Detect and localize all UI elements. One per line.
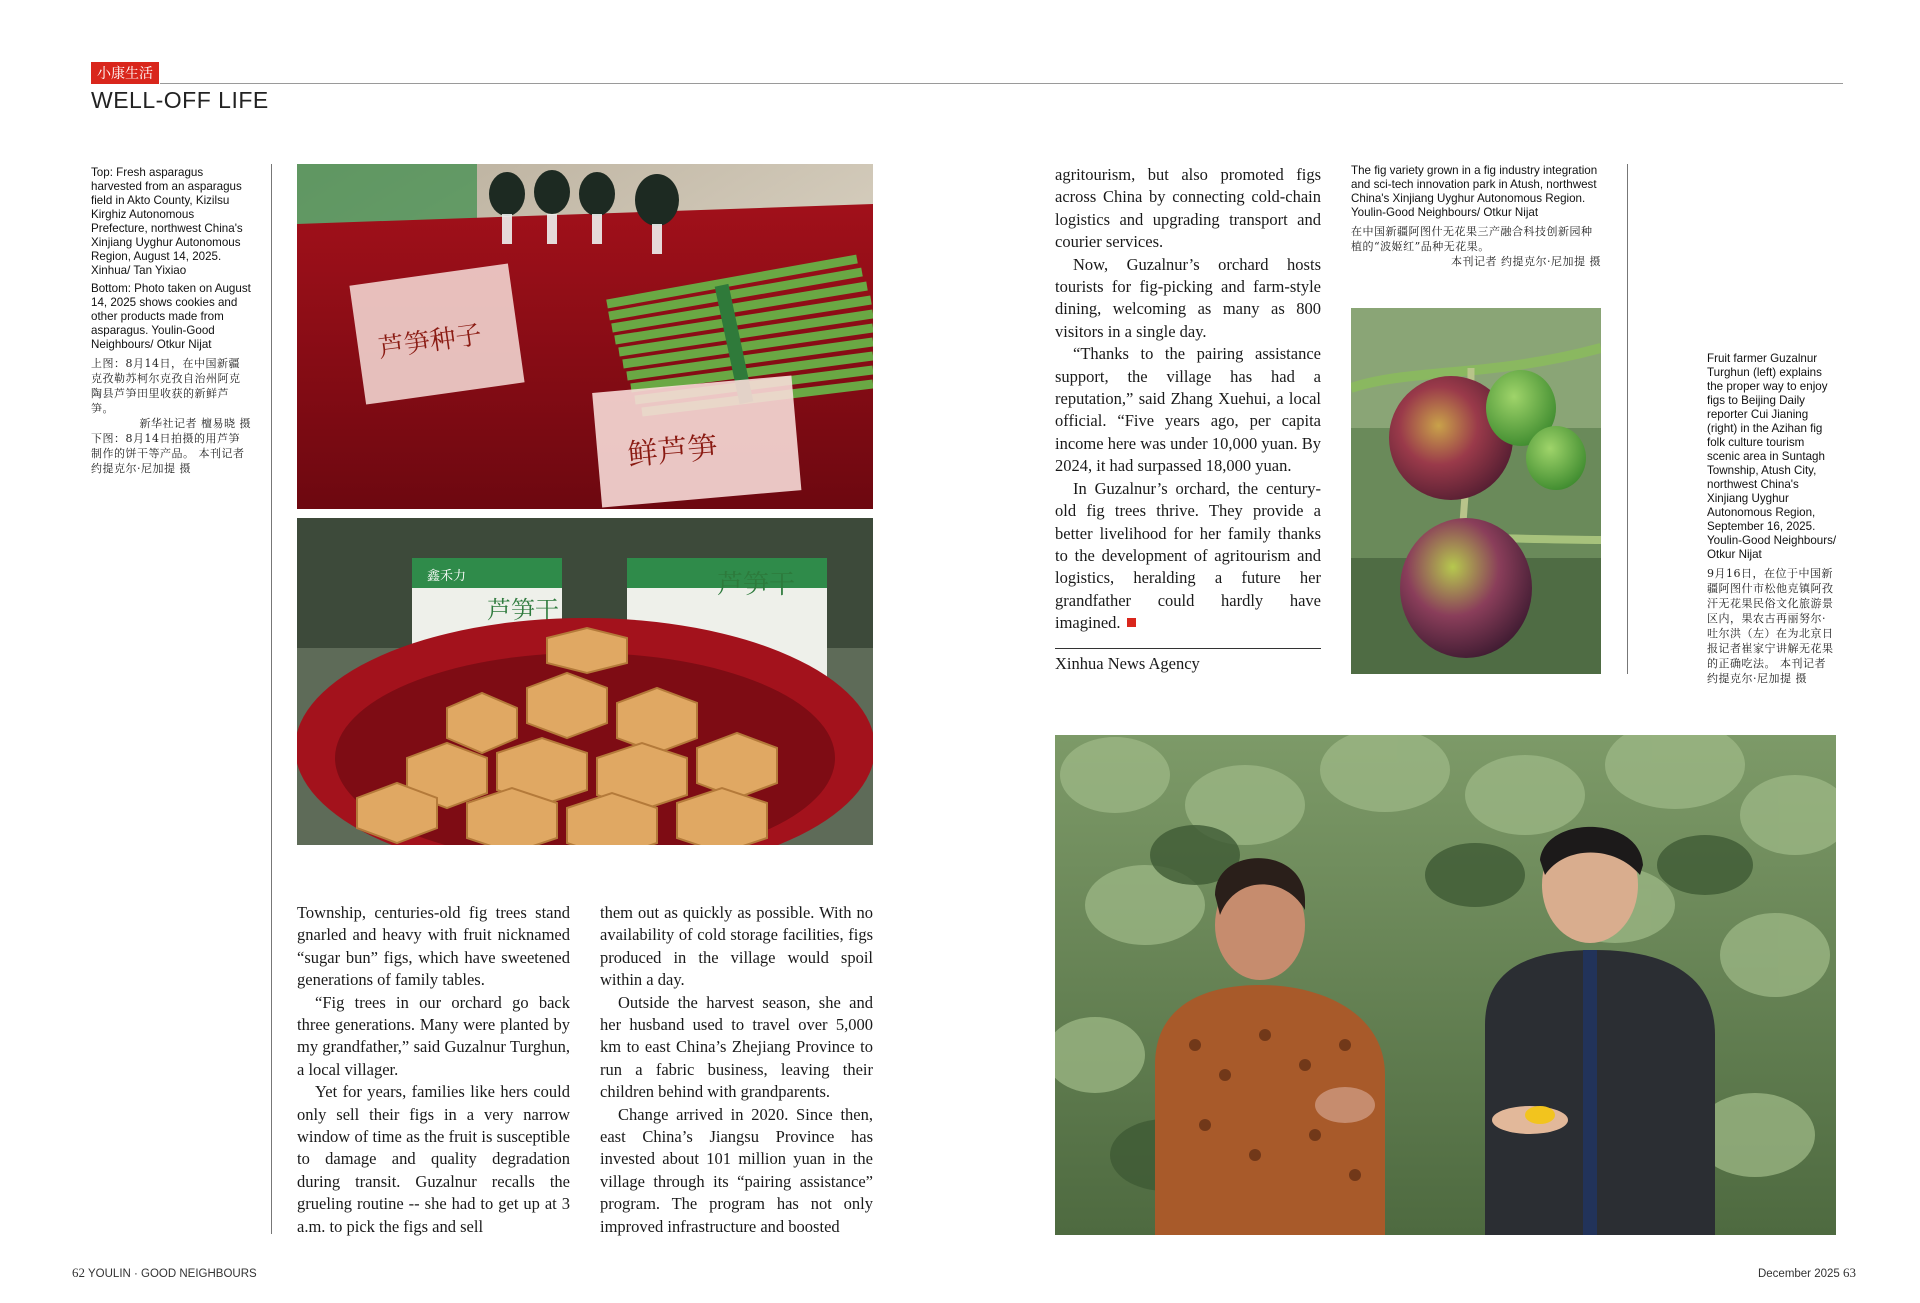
col1-paragraph-3: Yet for years, families like hers could only sell their figs in a very narrow window of time as the fruit is susceptible to damage and quality degradation during transit. Guzalnur recalls the grueling routine -- she had to get up at 3 a.m. to pick the figs and sell	[297, 1082, 570, 1236]
left-page-number: 62	[72, 1265, 85, 1280]
fresh-sign-text: 鲜芦笋	[626, 430, 719, 474]
col3-paragraph-4-text: In Guzalnur’s orchard, the century-old fig trees thrive. They provide a better livelihood for her family thanks to the development of agritourism and logistics, heralding a future her grandfather could hardly have imagined.	[1055, 478, 1321, 633]
cookies-photo	[297, 518, 873, 845]
section-tag-cn: 小康生活	[91, 62, 159, 84]
right-caption	[1707, 352, 1837, 686]
caption-en-bottom: Bottom: Photo taken on August 14, 2025 shows cookies and other products made from asparagus. Youlin-Good Neighbours/ Otkur Nijat	[91, 282, 251, 351]
section-title: WELL-OFF LIFE	[91, 87, 269, 113]
caption-cn-bottom-credit: 本刊记者 约提克尔·尼加提 摄	[91, 447, 245, 475]
fig-variety-photo	[1351, 308, 1601, 674]
box-label-2: 芦笋干	[717, 570, 796, 600]
left-caption	[91, 166, 251, 476]
caption-cn-top-credit: 新华社记者 檀易晓 摄	[139, 417, 251, 430]
caption-cn-top: 上图：8月14日，在中国新疆克孜勒苏柯尔克孜自治州阿克陶县芦笋田里收获的新鲜芦笋。	[91, 357, 241, 415]
footer-left	[72, 1265, 257, 1281]
col2-paragraph-2: Outside the harvest season, she and her husband used to travel over 5,000 km to east China’s Zhejiang Province to run a fabric business, leaving their children behind with grandparents.	[600, 992, 873, 1102]
article-column-1	[297, 902, 570, 1238]
fig-variety-caption	[1351, 164, 1601, 269]
fig-caption-en: The fig variety grown in a fig industry integration and sci-tech innovation park in Atush, northwest China's Xinjiang Uyghur Autonomous Region.	[1351, 164, 1598, 205]
right-caption-cn-credit: 本刊记者 约提克尔·尼加提 摄	[1707, 657, 1826, 685]
fig-caption-cn-credit: 本刊记者 约提克尔·尼加提 摄	[1451, 255, 1601, 268]
caption-cn-bottom: 下图：8月14日拍摄的用芦笋制作的饼干等产品。	[91, 432, 240, 460]
col3-paragraph-2: Now, Guzalnur’s orchard hosts tourists for fig-picking and farm-style dining, welcoming as many as 800 visitors in a single day.	[1055, 254, 1321, 341]
right-column-rule	[1627, 164, 1628, 674]
right-caption-en: Fruit farmer Guzalnur Turghun (left) explains the proper way to enjoy figs to Beijing Daily reporter Cui Jianing (right) in the Azihan fig folk culture tourism scenic area in Suntagh Township, Atush City, northwest China's Xinjiang Uyghur Autonomous Region, September 16, 2025. Youlin-Good Neighbours/ Otkur Nijat	[1707, 352, 1837, 561]
byline: Xinhua News Agency	[1055, 654, 1200, 673]
right-page-number: 63	[1843, 1265, 1856, 1280]
col2-paragraph-1: them out as quickly as possible. With no availability of cold storage facilities, figs produced in the village would spoil within a day.	[600, 903, 873, 990]
left-column-rule	[271, 164, 272, 1234]
end-mark	[1127, 618, 1136, 627]
footer-right	[1758, 1265, 1856, 1281]
byline-rule	[1055, 648, 1321, 649]
asparagus-photo	[297, 164, 873, 509]
caption-en-top: Top: Fresh asparagus harvested from an asparagus field in Akto County, Kizilsu Kirghiz Autonomous Prefecture, northwest China's Xinjiang Uyghur Autonomous Region, August 14, 2025. Xinhua/ Tan Yixiao	[91, 166, 243, 277]
fig-caption-cn: 在中国新疆阿图什无花果三产融合科技创新园种植的“波姬红”品种无花果。	[1351, 225, 1593, 253]
col3-paragraph-4	[1055, 478, 1321, 635]
seed-sign-text: 芦笋种子	[376, 319, 484, 365]
fig-caption-en-credit: Youlin-Good Neighbours/ Otkur Nijat	[1351, 206, 1539, 219]
article-column-3	[1055, 164, 1321, 635]
col1-paragraph-2: “Fig trees in our orchard go back three generations. Many were planted by my grandfather,” said Guzalnur Turghun, a local villager.	[297, 992, 570, 1079]
left-running-title: YOULIN · GOOD NEIGHBOURS	[88, 1268, 257, 1280]
right-running-date: December 2025	[1757, 1268, 1840, 1280]
box-label-1: 芦笋干	[487, 596, 559, 624]
article-column-2	[600, 902, 873, 1238]
right-caption-cn: 9月16日，在位于中国新疆阿图什市松他克镇阿孜汗无花果民俗文化旅游景区内，果农古再丽努尔·吐尔洪（左）在为北京日报记者崔家宁讲解无花果的正确吃法。	[1707, 567, 1834, 670]
col1-paragraph-1: Township, centuries-old fig trees stand gnarled and heavy with fruit nicknamed “sugar bun” figs, which have sweetened generations of family tables.	[297, 903, 570, 990]
box-brand-text: 鑫禾力	[427, 569, 467, 584]
orchard-photo	[1055, 735, 1836, 1235]
col3-paragraph-1: agritourism, but also promoted figs across China by connecting cold-chain logistics and upgrading transport and courier services.	[1055, 165, 1321, 252]
col3-paragraph-3: “Thanks to the pairing assistance support, the village has had a reputation,” said Zhang Xuehui, a local official. “Five years ago, per capita income here was under 10,000 yuan. By 2024, it had surpassed 18,000 yuan.	[1055, 344, 1321, 476]
col2-paragraph-3: Change arrived in 2020. Since then, east China’s Jiangsu Province has invested about 101 million yuan in the village through its “pairing assistance” program. The program has not only improved infrastructure and boosted	[600, 1104, 873, 1236]
header-rule	[160, 83, 1843, 84]
